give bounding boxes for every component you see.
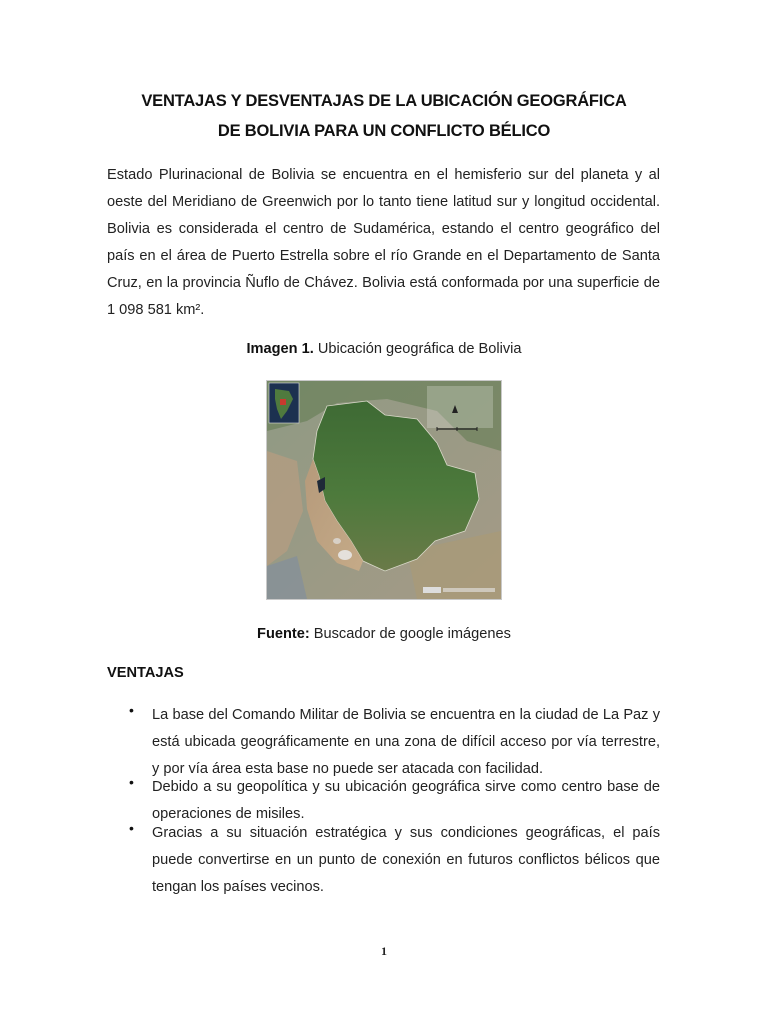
section-heading-ventajas: VENTAJAS bbox=[107, 665, 184, 681]
figure-caption bbox=[60, 341, 708, 357]
bullet-icon: • bbox=[129, 774, 134, 790]
figure-label: Imagen 1. bbox=[246, 341, 314, 357]
figure-source-label: Fuente: bbox=[257, 626, 310, 642]
bolivia-satellite-map bbox=[267, 381, 501, 599]
intro-paragraph: Estado Plurinacional de Bolivia se encuentra en el hemisferio sur del planeta y al oeste del Meridiano de Greenwich por lo tanto tiene latitud sur y longitud occidental. Bolivia es considerada el centro de Sudamérica, estando el centro geográfico del país en el área de Puerto Estrella sobre el río Grande en el Departamento de Santa Cruz, en la provincia Ñuflo de Chávez. Bolivia está conformada por una superficie de 1 098 581 km². bbox=[107, 167, 660, 318]
document-title-line-1: VENTAJAS Y DESVENTAJAS DE LA UBICACIÓN GEOGRÁFICA bbox=[141, 92, 627, 110]
figure-source-text: Buscador de google imágenes bbox=[309, 626, 511, 642]
list-item-text: La base del Comando Militar de Bolivia se encuentra en la ciudad de La Paz y está ubicada geográficamente en una zona de difícil acceso por vía terrestre, y por vía área esta base no puede ser atacada con facilidad. bbox=[152, 707, 660, 777]
bullet-icon: • bbox=[129, 702, 134, 718]
page-number: 1 bbox=[381, 944, 387, 958]
figure-source bbox=[60, 626, 708, 642]
list-item-text: Debido a su geopolítica y su ubicación geográfica sirve como centro base de operaciones de misiles. bbox=[152, 779, 660, 822]
document-title-line-2: DE BOLIVIA PARA UN CONFLICTO BÉLICO bbox=[217, 122, 551, 140]
bolivia-map-image bbox=[266, 380, 502, 600]
bullet-icon: • bbox=[129, 820, 134, 836]
list-item-text: Gracias a su situación estratégica y sus condiciones geográficas, el país puede convertirse en un punto de conexión en futuros conflictos bélicos que tengan los países vecinos. bbox=[152, 825, 660, 895]
figure-caption-text: Ubicación geográfica de Bolivia bbox=[313, 341, 522, 357]
